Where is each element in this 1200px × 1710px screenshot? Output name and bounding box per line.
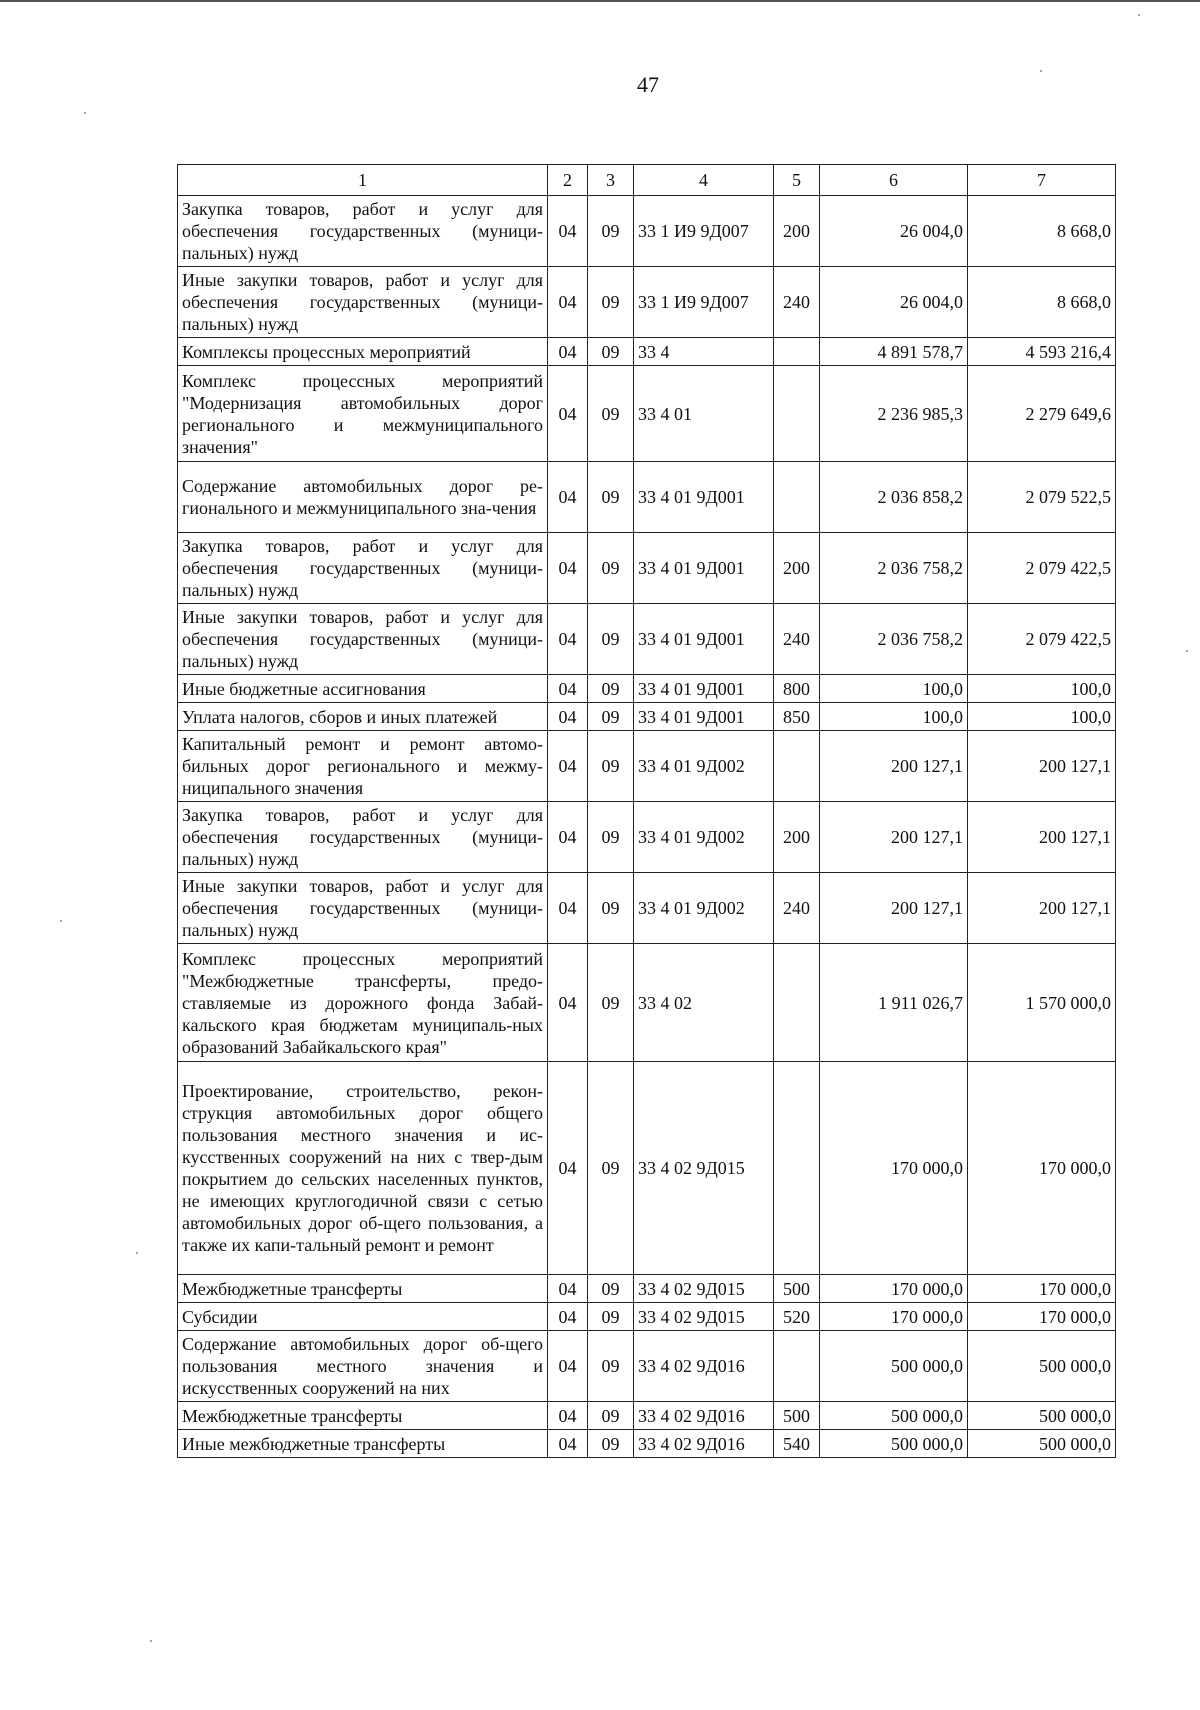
target-article-cell: 33 4 01 9Д001 [634,462,774,533]
subsection-code-cell: 09 [588,533,634,604]
scan-speck [84,112,86,114]
table-row [178,703,1116,731]
target-article-cell: 33 4 01 9Д002 [634,802,774,873]
amount-col6-cell: 170 000,0 [820,1062,968,1275]
target-article-cell: 33 4 02 [634,944,774,1062]
amount-col7-cell: 2 079 522,5 [968,462,1116,533]
amount-col6-cell: 2 036 858,2 [820,462,968,533]
page-number: 47 [637,72,659,97]
expense-type-cell: 200 [774,533,820,604]
row-name-cell: Комплексы процессных мероприятий [178,338,548,366]
section-code-cell: 04 [548,604,588,675]
budget-table [177,164,1116,1458]
subsection-code-cell: 09 [588,1062,634,1275]
subsection-code-cell: 09 [588,338,634,366]
row-name-cell: Иные закупки товаров, работ и услуг для обеспечения государственных (муници-пальных) нужд [178,267,548,338]
row-name-cell: Капитальный ремонт и ремонт автомо-бильных дорог регионального и межму-ниципального значения [178,731,548,802]
target-article-cell: 33 4 01 9Д001 [634,604,774,675]
amount-col6-cell: 170 000,0 [820,1275,968,1303]
subsection-code-cell: 09 [588,196,634,267]
subsection-code-cell: 09 [588,1331,634,1402]
expense-type-cell: 850 [774,703,820,731]
target-article-cell: 33 1 И9 9Д007 [634,196,774,267]
subsection-code-cell: 09 [588,1430,634,1458]
section-code-cell: 04 [548,703,588,731]
subsection-code-cell: 09 [588,802,634,873]
target-article-cell: 33 4 01 9Д002 [634,873,774,944]
row-name-cell: Иные межбюджетные трансферты [178,1430,548,1458]
header-cell: 1 [178,165,548,196]
target-article-cell: 33 4 01 [634,366,774,462]
row-name-cell: Межбюджетные трансферты [178,1402,548,1430]
section-code-cell: 04 [548,944,588,1062]
table-row [178,675,1116,703]
row-name-cell: Содержание автомобильных дорог ре-гионального и межмуниципального зна-чения [178,462,548,533]
expense-type-cell: 500 [774,1275,820,1303]
table-row [178,1331,1116,1402]
subsection-code-cell: 09 [588,1402,634,1430]
row-name-cell: Иные закупки товаров, работ и услуг для обеспечения государственных (муници-пальных) нужд [178,604,548,675]
subsection-code-cell: 09 [588,731,634,802]
amount-col7-cell: 4 593 216,4 [968,338,1116,366]
header-cell: 5 [774,165,820,196]
expense-type-cell [774,338,820,366]
table-row [178,1062,1116,1275]
section-code-cell: 04 [548,1062,588,1275]
expense-type-cell: 240 [774,873,820,944]
target-article-cell: 33 1 И9 9Д007 [634,267,774,338]
section-code-cell: 04 [548,533,588,604]
section-code-cell: 04 [548,1331,588,1402]
amount-col7-cell: 200 127,1 [968,873,1116,944]
target-article-cell: 33 4 01 9Д001 [634,703,774,731]
table-row [178,604,1116,675]
expense-type-cell: 520 [774,1303,820,1331]
section-code-cell: 04 [548,267,588,338]
scan-speck [136,1252,138,1254]
section-code-cell: 04 [548,1402,588,1430]
subsection-code-cell: 09 [588,873,634,944]
scan-speck [1138,14,1140,16]
target-article-cell: 33 4 01 9Д001 [634,675,774,703]
table-row [178,1402,1116,1430]
table-row [178,267,1116,338]
table-row [178,873,1116,944]
subsection-code-cell: 09 [588,366,634,462]
target-article-cell: 33 4 02 9Д015 [634,1303,774,1331]
header-cell: 4 [634,165,774,196]
amount-col6-cell: 26 004,0 [820,196,968,267]
scan-speck [1186,650,1188,652]
amount-col6-cell: 200 127,1 [820,802,968,873]
table-row [178,1303,1116,1331]
table-row [178,731,1116,802]
target-article-cell: 33 4 01 9Д001 [634,533,774,604]
expense-type-cell [774,731,820,802]
expense-type-cell: 200 [774,802,820,873]
row-name-cell: Закупка товаров, работ и услуг для обеспечения государственных (муници-пальных) нужд [178,802,548,873]
subsection-code-cell: 09 [588,267,634,338]
amount-col6-cell: 4 891 578,7 [820,338,968,366]
row-name-cell: Комплекс процессных мероприятий "Межбюджетные трансферты, предо-ставляемые из дорожного фонда Забай-кальского края бюджетам муниципаль-ных образований Забайкальского края" [178,944,548,1062]
subsection-code-cell: 09 [588,462,634,533]
row-name-cell: Закупка товаров, работ и услуг для обеспечения государственных (муници-пальных) нужд [178,196,548,267]
row-name-cell: Межбюджетные трансферты [178,1275,548,1303]
target-article-cell: 33 4 02 9Д016 [634,1331,774,1402]
header-cell: 7 [968,165,1116,196]
header-cell: 2 [548,165,588,196]
amount-col7-cell: 170 000,0 [968,1062,1116,1275]
row-name-cell: Комплекс процессных мероприятий "Модернизация автомобильных дорог регионального и межмуниципального значения" [178,366,548,462]
scan-speck [60,920,62,922]
expense-type-cell [774,1331,820,1402]
section-code-cell: 04 [548,675,588,703]
amount-col6-cell: 1 911 026,7 [820,944,968,1062]
amount-col6-cell: 26 004,0 [820,267,968,338]
expense-type-cell [774,366,820,462]
target-article-cell: 33 4 02 9Д016 [634,1430,774,1458]
table-header-row [178,165,1116,196]
amount-col6-cell: 2 036 758,2 [820,533,968,604]
expense-type-cell: 240 [774,267,820,338]
amount-col6-cell: 2 036 758,2 [820,604,968,675]
section-code-cell: 04 [548,1275,588,1303]
section-code-cell: 04 [548,1430,588,1458]
amount-col7-cell: 1 570 000,0 [968,944,1116,1062]
expense-type-cell: 200 [774,196,820,267]
target-article-cell: 33 4 02 9Д016 [634,1402,774,1430]
section-code-cell: 04 [548,802,588,873]
table-row [178,533,1116,604]
amount-col6-cell: 500 000,0 [820,1331,968,1402]
amount-col7-cell: 500 000,0 [968,1402,1116,1430]
amount-col7-cell: 100,0 [968,703,1116,731]
scan-speck [150,1640,152,1642]
row-name-cell: Проектирование, строительство, рекон-струкция автомобильных дорог общего пользования местного значения и ис-кусственных сооружений на них с твер-дым покрытием до сельских населенных пунктов, не имеющих круглогодичной связи с сетью автомобильных дорог об-щего пользования, а также их капи-тальный ремонт и ремонт [178,1062,548,1275]
row-name-cell: Иные бюджетные ассигнования [178,675,548,703]
amount-col6-cell: 2 236 985,3 [820,366,968,462]
section-code-cell: 04 [548,462,588,533]
amount-col7-cell: 2 079 422,5 [968,604,1116,675]
section-code-cell: 04 [548,196,588,267]
expense-type-cell [774,1062,820,1275]
amount-col7-cell: 200 127,1 [968,731,1116,802]
amount-col6-cell: 170 000,0 [820,1303,968,1331]
amount-col6-cell: 200 127,1 [820,873,968,944]
table-body [178,196,1116,1458]
target-article-cell: 33 4 01 9Д002 [634,731,774,802]
header-cell: 3 [588,165,634,196]
section-code-cell: 04 [548,1303,588,1331]
table-row [178,196,1116,267]
amount-col7-cell: 500 000,0 [968,1331,1116,1402]
amount-col7-cell: 8 668,0 [968,196,1116,267]
table-row [178,1430,1116,1458]
subsection-code-cell: 09 [588,1275,634,1303]
amount-col6-cell: 500 000,0 [820,1430,968,1458]
amount-col7-cell: 200 127,1 [968,802,1116,873]
section-code-cell: 04 [548,731,588,802]
table-row [178,462,1116,533]
table-row [178,338,1116,366]
amount-col6-cell: 100,0 [820,675,968,703]
row-name-cell: Субсидии [178,1303,548,1331]
target-article-cell: 33 4 02 9Д015 [634,1062,774,1275]
row-name-cell: Содержание автомобильных дорог об-щего пользования местного значения и искусственных сооружений на них [178,1331,548,1402]
table-row [178,366,1116,462]
table-row [178,802,1116,873]
scan-speck [1040,70,1042,72]
expense-type-cell: 800 [774,675,820,703]
amount-col6-cell: 200 127,1 [820,731,968,802]
section-code-cell: 04 [548,366,588,462]
section-code-cell: 04 [548,873,588,944]
amount-col7-cell: 2 079 422,5 [968,533,1116,604]
amount-col7-cell: 170 000,0 [968,1303,1116,1331]
section-code-cell: 04 [548,338,588,366]
row-name-cell: Иные закупки товаров, работ и услуг для обеспечения государственных (муници-пальных) нужд [178,873,548,944]
subsection-code-cell: 09 [588,604,634,675]
subsection-code-cell: 09 [588,703,634,731]
row-name-cell: Уплата налогов, сборов и иных платежей [178,703,548,731]
scan-top-edge [0,0,1200,2]
amount-col7-cell: 8 668,0 [968,267,1116,338]
expense-type-cell: 240 [774,604,820,675]
amount-col6-cell: 500 000,0 [820,1402,968,1430]
amount-col7-cell: 170 000,0 [968,1275,1116,1303]
amount-col7-cell: 100,0 [968,675,1116,703]
expense-type-cell [774,944,820,1062]
table-row [178,1275,1116,1303]
subsection-code-cell: 09 [588,1303,634,1331]
target-article-cell: 33 4 02 9Д015 [634,1275,774,1303]
header-cell: 6 [820,165,968,196]
expense-type-cell: 500 [774,1402,820,1430]
row-name-cell: Закупка товаров, работ и услуг для обеспечения государственных (муници-пальных) нужд [178,533,548,604]
expense-type-cell: 540 [774,1430,820,1458]
amount-col7-cell: 2 279 649,6 [968,366,1116,462]
subsection-code-cell: 09 [588,944,634,1062]
subsection-code-cell: 09 [588,675,634,703]
table-row [178,944,1116,1062]
amount-col7-cell: 500 000,0 [968,1430,1116,1458]
amount-col6-cell: 100,0 [820,703,968,731]
expense-type-cell [774,462,820,533]
target-article-cell: 33 4 [634,338,774,366]
